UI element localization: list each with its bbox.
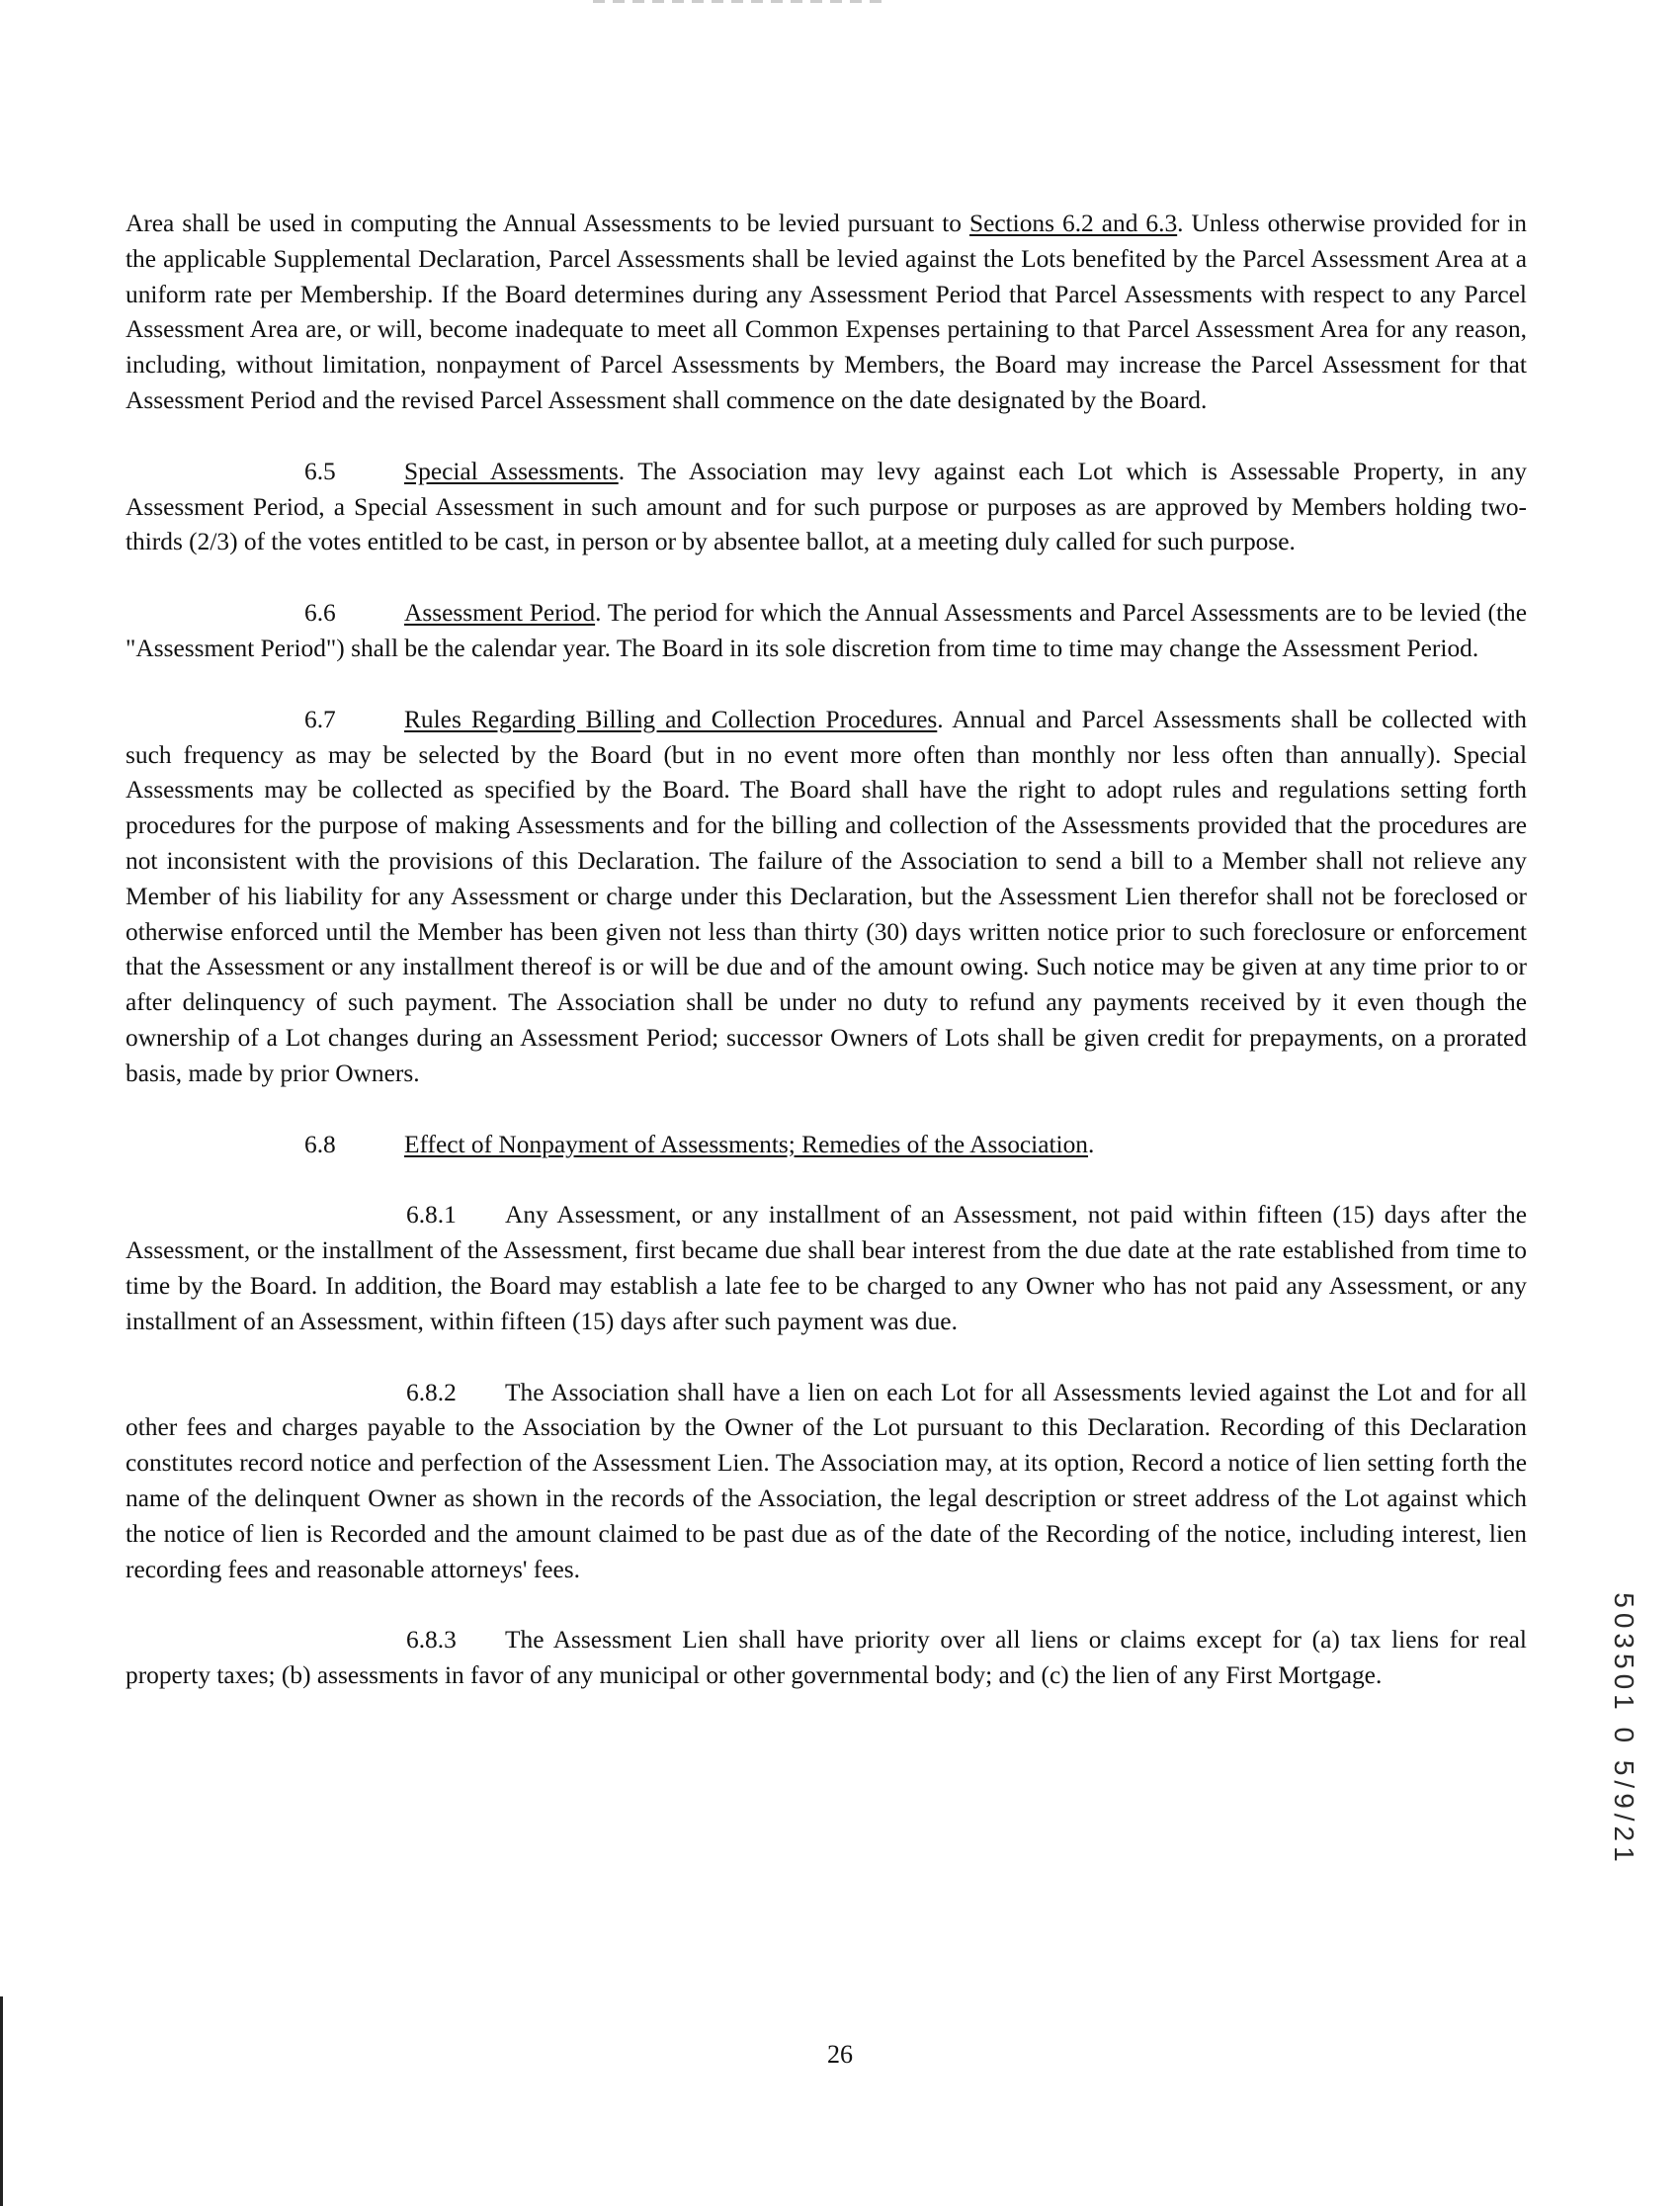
subsection-number: 6.8.2 <box>406 1378 457 1406</box>
scan-header-mark <box>593 0 889 3</box>
subsection-6-8-3 <box>126 1623 1527 1694</box>
page-number: 26 <box>827 2040 853 2069</box>
section-6-7 <box>126 703 1527 1092</box>
subsection-6-8-1 <box>126 1198 1527 1339</box>
section-body: . The period for which the Annual Assessments and Parcel Assessments are to be levied (the "Assessment Period") shall be the calendar year. The Board in its sole discretion from time to time may change the Assessment Period. <box>126 599 1528 662</box>
section-body: . The Association may levy against each Lot which is Assessable Property, in any Assessment Period, a Special Assessment in such amount and for such purpose or purposes as are approved by Members holding two-thirds (2/3) of the votes entitled to be cast, in person or by absentee ballot, at a meeting duly called for such purpose. <box>126 457 1527 556</box>
subsection-number: 6.8.1 <box>406 1201 457 1230</box>
section-number: 6.6 <box>304 599 336 628</box>
section-reference-link: Sections 6.2 and 6.3 <box>968 210 1178 237</box>
subsection-body: The Association shall have a lien on each Lot for all Assessments levied against the Lot and for all other fees and charges payable to the Association by the Owner of the Lot pursuant to this Declaration. Recording of this Declaration constitutes record notice and perfection of the Assessment Lien. The Association may, at its option, Record a notice of lien setting forth the name of the delinquent Owner as shown in the records of the Association, the legal description or street address of the Lot against which the notice of lien is Recorded and the amount claimed to be past due as of the date of the Recording of the notice, including interest, lien recording fees and reasonable attorneys' fees. <box>126 1378 1527 1583</box>
section-title: Effect of Nonpayment of Assessments; Remedies of the Association <box>404 1130 1089 1158</box>
paragraph-text: Area shall be used in computing the Annual Assessments to be levied pursuant to <box>126 210 969 237</box>
scan-binding-edge <box>0 1996 3 2206</box>
subsection-6-8-2 <box>126 1376 1527 1588</box>
subsection-number: 6.8.3 <box>406 1626 457 1654</box>
section-title: Special Assessments <box>404 457 619 485</box>
subsection-body: Any Assessment, or any installment of an Assessment, not paid within fifteen (15) days after the Assessment, or the installment of the Assessment, first became due shall bear interest from the due date at the rate established from time to time by the Board. In addition, the Board may establish a late fee to be charged to any Owner who has not paid any Assessment, or any installment of an Assessment, within fifteen (15) days after such payment was due. <box>126 1201 1527 1335</box>
recording-stamp: 503501 0 5/9/21 <box>1609 1592 1639 1867</box>
section-6-5 <box>126 455 1527 560</box>
section-title: Rules Regarding Billing and Collection Procedures <box>404 705 938 733</box>
section-6-6 <box>126 596 1527 667</box>
section-number: 6.5 <box>304 457 336 485</box>
section-body: . <box>1088 1130 1095 1158</box>
section-number: 6.8 <box>304 1130 336 1158</box>
paragraph-continuation <box>126 207 1527 419</box>
document-body <box>126 207 1527 1730</box>
subsection-body: The Assessment Lien shall have priority over all liens or claims except for (a) tax liens for real property taxes; (b) assessments in favor of any municipal or other governmental body; and (c) the lien of any First Mortgage. <box>126 1626 1527 1690</box>
section-body: . Annual and Parcel Assessments shall be collected with such frequency as may be selected by the Board (but in no event more often than monthly nor less often than annually). Special Assessments may be collected as specified by the Board. The Board shall have the right to adopt rules and regulations setting forth procedures for the purpose of making Assessments and for the billing and collection of the Assessments provided that the procedures are not inconsistent with the provisions of this Declaration. The failure of the Association to send a bill to a Member shall not relieve any Member of his liability for any Assessment or charge under this Declaration, but the Assessment Lien therefor shall not be foreclosed or otherwise enforced until the Member has been given not less than thirty (30) days written notice prior to such foreclosure or enforcement that the Assessment or any installment thereof is or will be due and of the amount owing. Such notice may be given at any time prior to or after delinquency of such payment. The Association shall be under no duty to refund any payments received by it even though the ownership of a Lot changes during an Assessment Period; successor Owners of Lots shall be given credit for prepayments, on a prorated basis, made by prior Owners. <box>126 705 1527 1087</box>
section-number: 6.7 <box>304 705 336 733</box>
section-title: Assessment Period <box>404 599 596 628</box>
section-6-8 <box>126 1128 1527 1163</box>
paragraph-text-rest: . Unless otherwise provided for in the applicable Supplemental Declaration, Parcel Assessments shall be levied against the Lots benefited by the Parcel Assessment Area at a uniform rate per Membership. If the Board determines during any Assessment Period that Parcel Assessments with respect to any Parcel Assessment Area are, or will, become inadequate to meet all Common Expenses pertaining to that Parcel Assessment Area for any reason, including, without limitation, nonpayment of Parcel Assessments by Members, the Board may increase the Parcel Assessment for that Assessment Period and the revised Parcel Assessment shall commence on the date designated by the Board. <box>126 210 1527 414</box>
